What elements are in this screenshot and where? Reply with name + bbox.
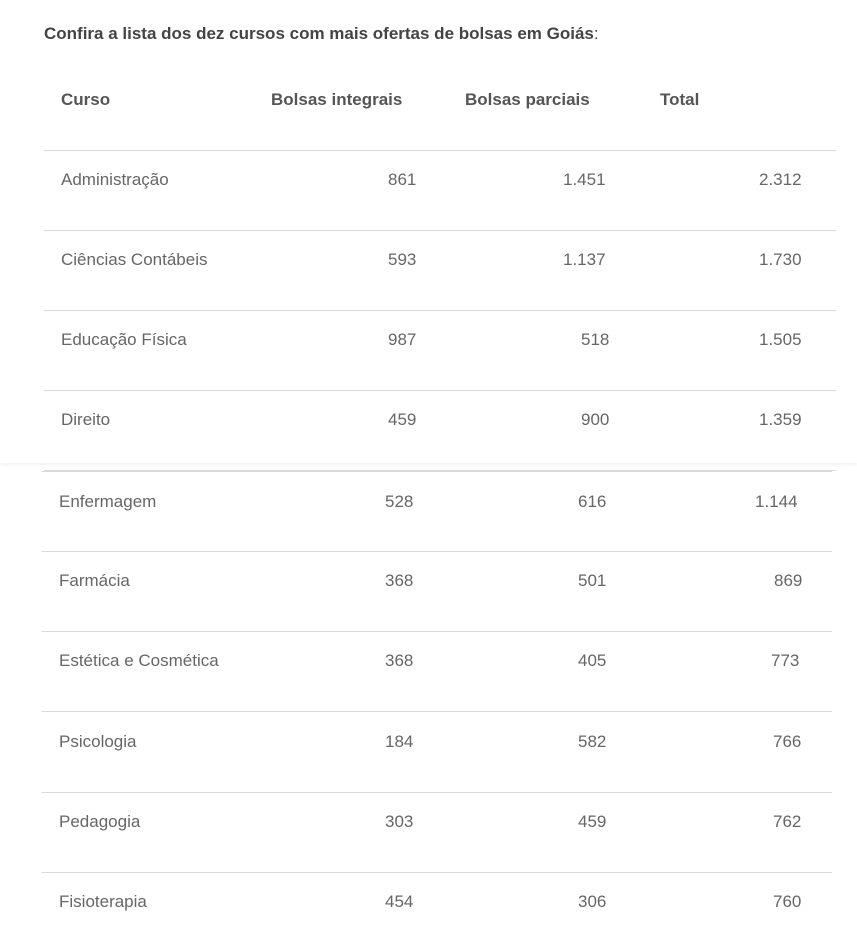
cell-integrais: 593 bbox=[388, 250, 417, 269]
cell-total: 2.312 bbox=[759, 170, 802, 189]
cell-total: 1.505 bbox=[759, 330, 802, 349]
cell-integrais: 861 bbox=[388, 170, 417, 189]
intro-text: Confira a lista dos dez cursos com mais ofertas de bolsas em Goiás bbox=[44, 24, 594, 43]
cell-curso: Direito bbox=[61, 410, 111, 429]
cell-total: 1.359 bbox=[759, 410, 802, 429]
cell-curso: Fisioterapia bbox=[59, 892, 147, 911]
cell-parciais: 1.137 bbox=[563, 250, 606, 269]
table-row bbox=[42, 712, 832, 793]
header-curso: Curso bbox=[61, 90, 111, 109]
cell-curso: Administração bbox=[61, 170, 169, 189]
cell-curso: Pedagogia bbox=[59, 812, 141, 831]
cell-total: 869 bbox=[774, 571, 803, 590]
table-row bbox=[44, 390, 836, 471]
cell-curso: Enfermagem bbox=[59, 492, 157, 511]
table-row bbox=[42, 471, 832, 552]
table-row bbox=[42, 792, 832, 873]
table-row bbox=[44, 150, 836, 231]
cell-total: 773 bbox=[771, 651, 800, 670]
cell-parciais: 459 bbox=[578, 812, 607, 831]
cell-total: 1.730 bbox=[759, 250, 802, 269]
cell-integrais: 454 bbox=[385, 892, 414, 911]
header-bolsas-parciais: Bolsas parciais bbox=[465, 90, 590, 109]
intro-punct: : bbox=[593, 24, 599, 43]
cell-integrais: 368 bbox=[385, 651, 414, 670]
table-row bbox=[42, 631, 832, 712]
cell-curso: Educação Física bbox=[61, 330, 187, 349]
cell-curso: Farmácia bbox=[59, 571, 130, 590]
cell-total: 762 bbox=[773, 812, 802, 831]
cell-integrais: 528 bbox=[385, 492, 414, 511]
cell-total: 760 bbox=[773, 892, 802, 911]
cell-parciais: 518 bbox=[581, 330, 610, 349]
cell-parciais: 616 bbox=[578, 492, 607, 511]
table-row bbox=[42, 551, 832, 632]
cell-parciais: 1.451 bbox=[563, 170, 606, 189]
cell-parciais: 405 bbox=[578, 651, 607, 670]
cell-curso: Ciências Contábeis bbox=[61, 250, 208, 269]
cell-parciais: 582 bbox=[578, 732, 607, 751]
cell-curso: Estética e Cosmética bbox=[59, 651, 219, 670]
table-row bbox=[42, 872, 832, 943]
cell-parciais: 306 bbox=[578, 892, 607, 911]
intro-sentence bbox=[44, 24, 599, 44]
cell-curso: Psicologia bbox=[59, 732, 137, 751]
table-row bbox=[44, 310, 836, 391]
cell-integrais: 368 bbox=[385, 571, 414, 590]
cell-total: 766 bbox=[773, 732, 802, 751]
table-header-row bbox=[44, 70, 836, 151]
cell-parciais: 900 bbox=[581, 410, 610, 429]
header-bolsas-integrais: Bolsas integrais bbox=[271, 90, 403, 109]
cell-integrais: 459 bbox=[388, 410, 417, 429]
cell-integrais: 303 bbox=[385, 812, 414, 831]
cell-total: 1.144 bbox=[755, 492, 798, 511]
cell-parciais: 501 bbox=[578, 571, 607, 590]
table-top-section bbox=[0, 0, 857, 463]
cell-integrais: 987 bbox=[388, 330, 417, 349]
cell-integrais: 184 bbox=[385, 732, 414, 751]
table-row bbox=[44, 230, 836, 311]
header-total: Total bbox=[660, 90, 700, 109]
